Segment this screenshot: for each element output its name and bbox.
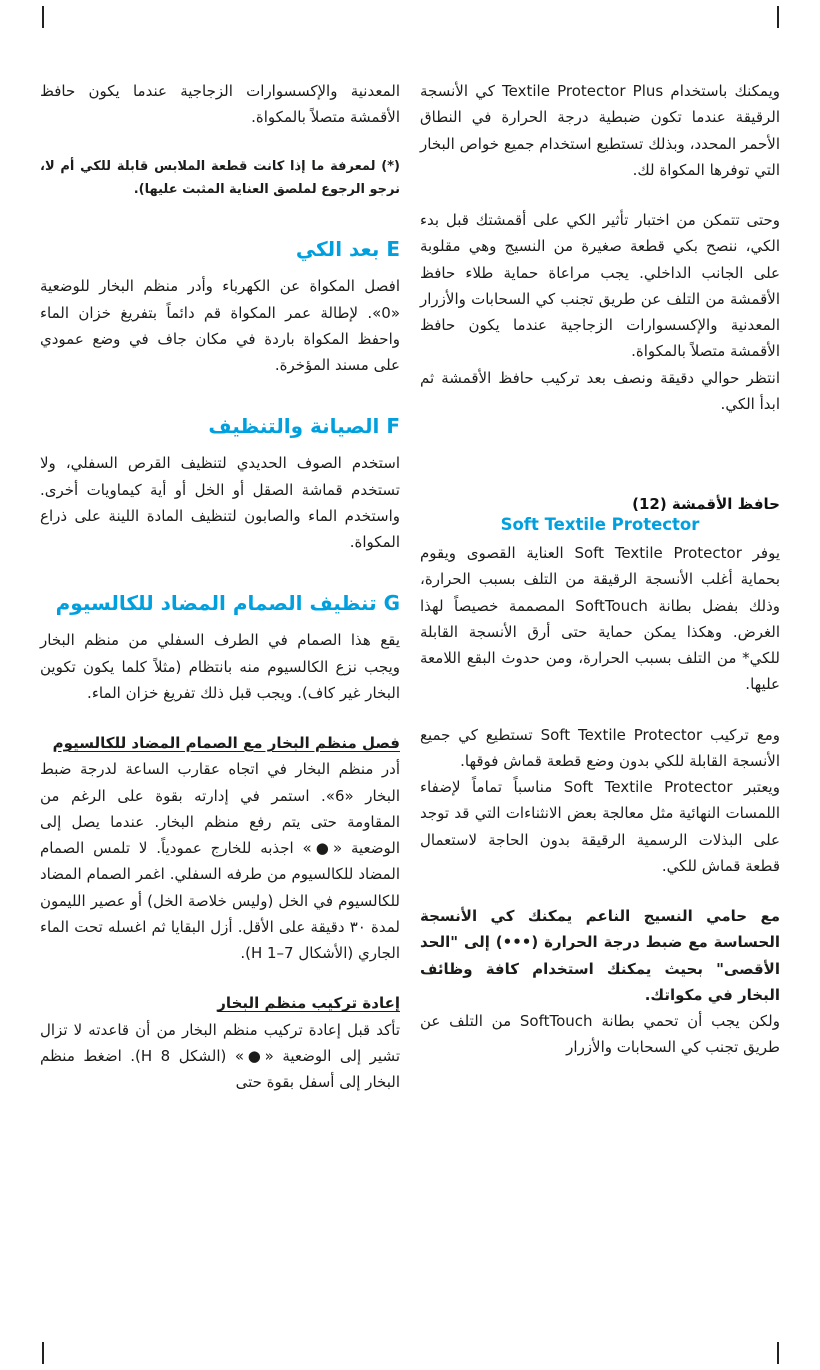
para-textile-protector-plus: ويمكنك باستخدام Textile Protector Plus كي الأنسجة الرقيقة عندما تكون ضبطية درجة الحرارة في النطاق الأحمر المحدد، وبذلك تستطيع استخدام جميع خواص البخار التي توفرها المكواة لك. [420, 82, 781, 179]
para-protect-softtouch-lining: ولكن يجب أن تحمي بطانة SoftTouch من التلف عن طريق تجنب كي السحابات والأزرار [420, 1012, 780, 1057]
crop-mark-bottom-right [777, 1342, 779, 1364]
para-iron-without-cloth: ومع تركيب Soft Textile Protector تستطيع كي جميع الأنسجة القابلة للكي بدون وضع قطعة قماش فوقها. [420, 725, 780, 770]
para-delicate-fabrics-bold: مع حامي النسيج الناعم يمكنك كي الأنسجة الحساسة مع ضبط درجة الحرارة (•••) إلى "الحد الأقصى" بحيث يمكنك استخدام كافة وظائف البخار في مكواتك. [420, 907, 780, 1004]
section-heading-maintenance: F الصيانة والتنظيف [208, 414, 400, 439]
para-finishing-touches: ويعتبر Soft Textile Protector مناسباً تماماً لإضفاء اللمسات النهائية مثل معالجة بعض الانثناءات التي قد توجد على البذلات الرسمية الرقيقة بدون الحاجة لاستعمال قطعة قماش للكي. [420, 778, 780, 875]
para-metal-accessories-cont: المعدنية والإكسسوارات الزجاجية عندما يكون حافظ الأقمشة متصلاً بالمكواة. [40, 82, 400, 127]
para-test-ironing-effect: وحتى تتمكن من اختبار تأثير الكي على أقمشتك قبل بدء الكي، ننصح بكي قطعة صغيرة من النسيج وهي مقلوبة على الجانب الداخلي. يجب مراعاة حماية طلاء حافظ الأقمشة من التلف عن طريق تجنب كي السحابات والأزرار المعدنية والإكسسوارات الزجاجية عندما يكون حافظ الأقمشة متصلاً بالمكواة. [420, 211, 780, 361]
para-remove-steam-regulator: أدر منظم البخار في اتجاه عقارب الساعة لدرجة ضبط البخار «6». استمر في إدارته بقوة على الرغم من المقاومة حتى يتم رفع منظم البخار. عندما يصل إلى الوضعية «●» اجذبه للخارج عمودياً. لا تلمس الصمام المضاد للكالسيوم من طرفه السفلي. اغمر الصمام المضاد للكالسيوم في الخل (وليس خلاصة الخل) أو عصير الليمون لمدة ٣٠ دقيقة على الأقل. أزل البقايا ثم اغسله تحت الماء الجاري (الأشكال H 1–7). [40, 760, 400, 963]
subheading-reinsert-steam-regulator: إعادة تركيب منظم البخار [217, 994, 400, 1013]
column-left [40, 78, 400, 1334]
para-after-ironing: افصل المكواة عن الكهرباء وأدر منظم البخار للوضعية «0». لإطالة عمر المكواة قم دائماً بتفريغ خزان الماء واحفظ المكواة باردة في مكان جاف في وضع عمودي على مسند المؤخرة. [40, 277, 400, 375]
crop-mark-top-right [777, 6, 779, 28]
crop-mark-bottom-left [42, 1342, 44, 1364]
column-right [420, 78, 780, 1334]
footnote-care-label: (*) لمعرفة ما إذا كانت قطعة الملابس قابلة للكي أم لا، نرجو الرجوع لملصق العناية المثبت عليها). [40, 158, 400, 197]
para-wait-before-ironing: انتظر حوالي دقيقة ونصف بعد تركيب حافظ الأقمشة ثم ابدأ الكي. [420, 368, 780, 413]
para-anticalc-valve-location: يقع هذا الصمام في الطرف السفلي من منظم البخار ويجب نزع الكالسيوم منه بانتظام (مثلاً كلما يكون تكوين البخار غير كاف). ويجب قبل ذلك تفريغ خزان الماء. [40, 631, 400, 702]
section-heading-anticalc-valve: G تنظيف الصمام المضاد للكالسيوم [55, 591, 400, 616]
para-soft-textile-care: يوفر Soft Textile Protector العناية القصوى ويقوم بحماية أغلب الأنسجة الرقيقة من التلف بسبب الحرارة، وذلك بفضل بطانة SoftTouch المصممة خصيصاً لهذا الغرض. وهكذا يمكن حماية حتى أرق الأنسجة القابلة للكي* من التلف بسبب الحرارة، ومن حدوث البقع اللامعة عليها. [420, 544, 780, 694]
heading-fabric-protector: حافظ الأقمشة (12) [632, 495, 780, 513]
heading-soft-textile-protector: Soft Textile Protector [500, 515, 700, 534]
subheading-remove-steam-regulator: فصل منظم البخار مع الصمام المضاد للكالسيوم [52, 734, 400, 753]
crop-mark-top-left [42, 6, 44, 28]
page-content [40, 78, 780, 1334]
section-heading-after-ironing: E بعد الكي [295, 237, 400, 262]
para-maintenance-cleaning: استخدم الصوف الحديدي لتنظيف القرص السفلي، ولا تستخدم قماشة الصقل أو الخل أو أية كيماويات أخرى. واستخدم الماء والصابون لتنظيف المادة اللينة على ذراع المكواة. [40, 454, 400, 552]
para-reinsert-steam-regulator: تأكد قبل إعادة تركيب منظم البخار من أن قاعدته لا تزال تشير إلى الوضعية «●» (الشكل H 8). اضغط منظم البخار إلى أسفل بقوة حتى [40, 1020, 400, 1092]
